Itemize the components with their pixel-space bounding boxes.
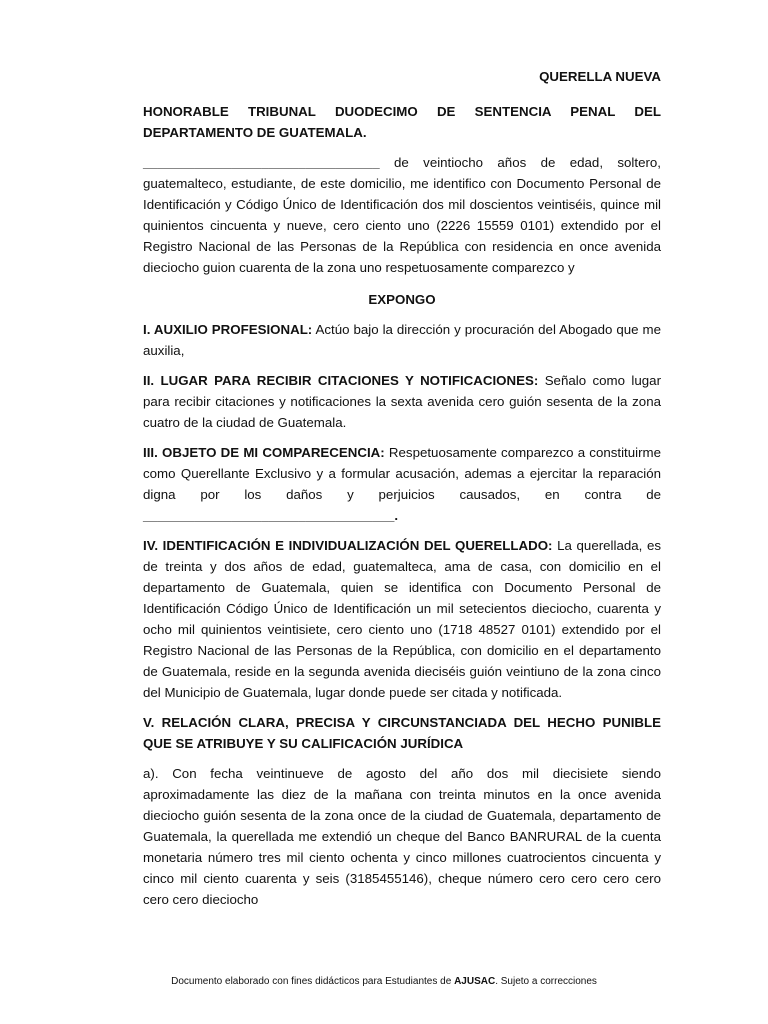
section-4-title: IV. IDENTIFICACIÓN E INDIVIDUALIZACIÓN DEL QUERELLADO: bbox=[143, 538, 553, 553]
section-3-title: III. OBJETO DE MI COMPARECENCIA: bbox=[143, 445, 385, 460]
document-page bbox=[143, 66, 661, 910]
footer-brand: AJUSAC bbox=[454, 976, 496, 987]
section-1-text: Actúo bajo la dirección y procuración del Abogado que me auxilia, bbox=[143, 322, 661, 358]
section-1 bbox=[143, 319, 661, 361]
section-4 bbox=[143, 535, 661, 703]
accused-blank: __________________________________. bbox=[143, 508, 399, 523]
section-3 bbox=[143, 442, 661, 526]
document-heading: QUERELLA NUEVA bbox=[539, 69, 661, 84]
section-3-text: Respetuosamente comparezco a constituirme como Querellante Exclusivo y a formular acusación, ademas a ejercitar la reparación digna por los daños y perjuicios causados, en contra de bbox=[143, 445, 661, 502]
footer-text: Documento elaborado con fines didácticos para Estudiantes de bbox=[171, 976, 455, 987]
section-1-title: I. AUXILIO PROFESIONAL: bbox=[143, 322, 313, 337]
intro-paragraph bbox=[143, 152, 661, 278]
section-2-text: Señalo como lugar para recibir citaciones y notificaciones la sexta avenida cero guión sesenta de la zona cuatro de la ciudad de Guatemala. bbox=[143, 373, 661, 430]
page-footer bbox=[0, 976, 768, 987]
section-4-text: La querellada, es de treinta y dos años de edad, guatemalteca, ama de casa, con domicilio en el departamento de Guatemala, quien se identifica con Documento Personal de Identificación Código Único de Identificación un mil setecientos dieciocho, cuarenta y ocho mil quinientos veintisiete, cero ciento uno (1718 48527 0101) extendido por el Registro Nacional de las Personas de la República, con domicilio en el departamento de Guatemala, reside en la segunda avenida dieciséis guión veintiuno de la zona cinco del Municipio de Guatemala, lugar donde puede ser citada y notificada. bbox=[143, 538, 661, 700]
section-2 bbox=[143, 370, 661, 433]
footer-suffix: . Sujeto a correcciones bbox=[495, 976, 597, 987]
intro-text: de veintiocho años de edad, soltero, guatemalteco, estudiante, de este domicilio, me identifico con Documento Personal de Identificación y Código Único de Identificación dos mil doscientos veintiséis, quince mil quinientos cincuenta y nueve, cero ciento uno (2226 15559 0101) extendido por el Registro Nacional de las Personas de la República con residencia en once avenida dieciocho guion cuarenta de la zona uno respetuosamente comparezco y bbox=[143, 155, 661, 275]
section-5-paragraph-a: a). Con fecha veintinueve de agosto del año dos mil diecisiete siendo aproximadamente las diez de la mañana con treinta minutos en la once avenida dieciocho guión sesenta de la zona once de la ciudad de Guatemala, departamento de Guatemala, la querellada me extendió un cheque del Banco BANRURAL de la cuenta monetaria número tres mil ciento ochenta y cinco millones cuatrocientos cincuenta y cinco mil ciento cuarenta y seis (3185455146), cheque número cero cero cero cero cero cero dieciocho bbox=[143, 766, 661, 907]
name-blank: ________________________________ bbox=[143, 155, 380, 170]
section-2-title: II. LUGAR PARA RECIBIR CITACIONES Y NOTIFICACIONES: bbox=[143, 373, 539, 388]
section-5-title: V. RELACIÓN CLARA, PRECISA Y CIRCUNSTANCIADA DEL HECHO PUNIBLE QUE SE ATRIBUYE Y SU CALIFICACIÓN JURÍDICA bbox=[143, 715, 661, 751]
expongo-heading: EXPONGO bbox=[368, 292, 436, 307]
court-address: HONORABLE TRIBUNAL DUODECIMO DE SENTENCIA PENAL DEL DEPARTAMENTO DE GUATEMALA. bbox=[143, 104, 661, 140]
